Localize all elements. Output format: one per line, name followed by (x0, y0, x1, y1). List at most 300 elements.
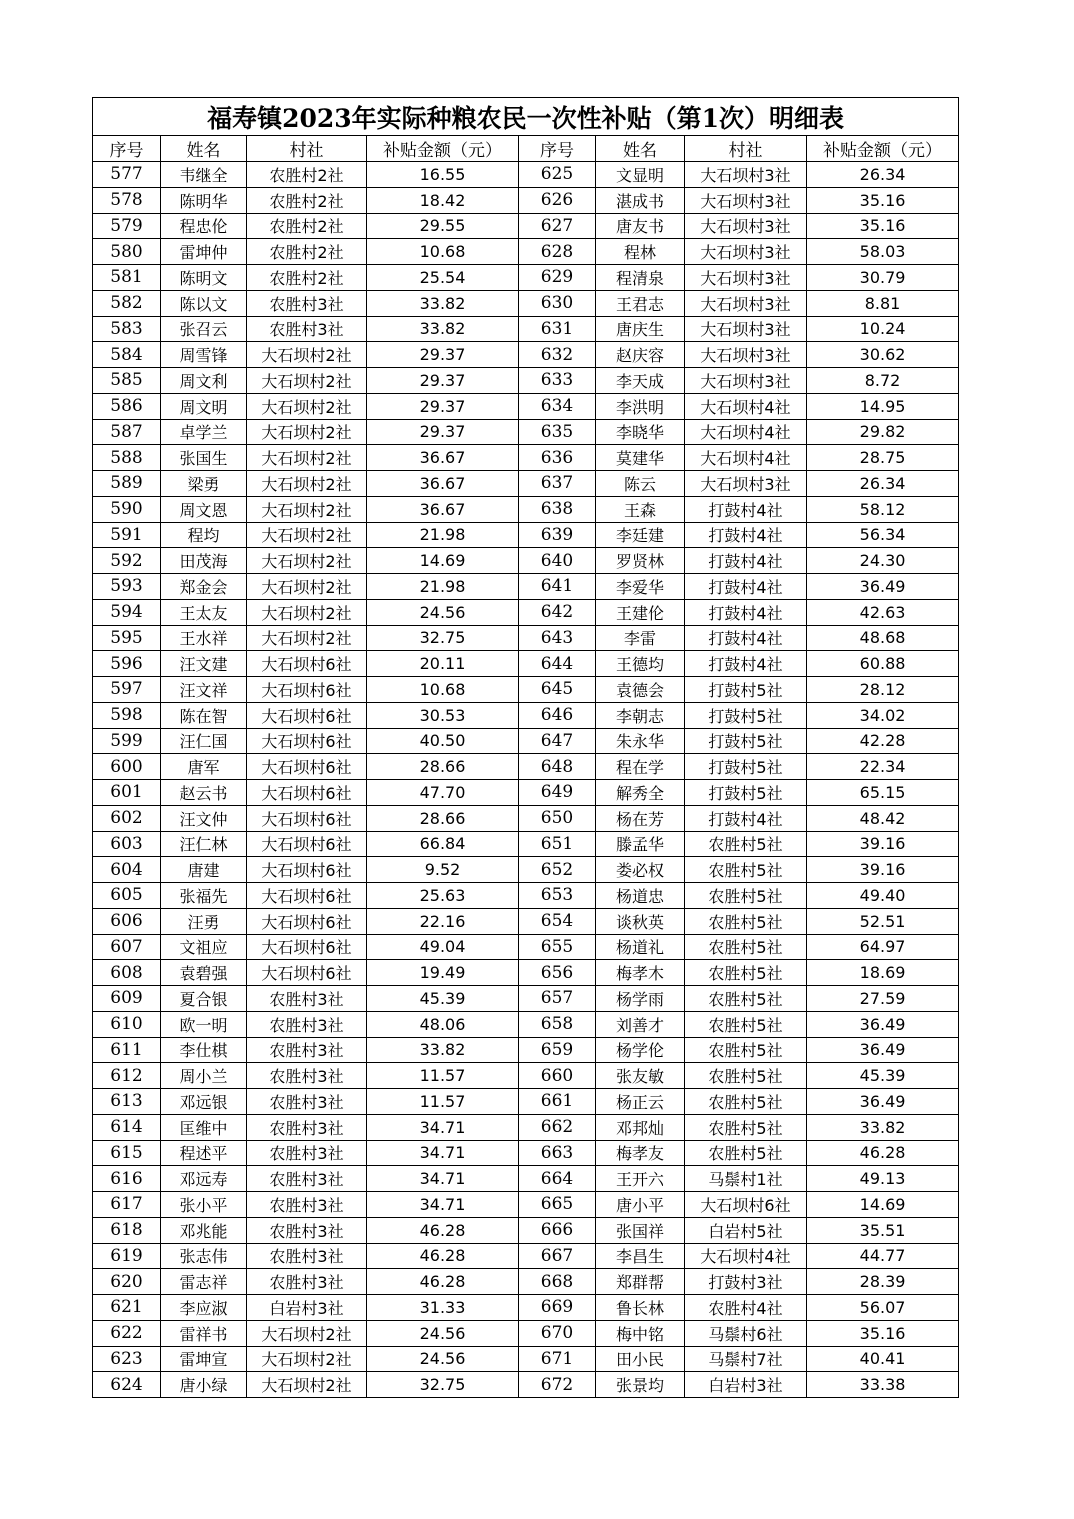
cell-amount-left: 10.68 (367, 239, 519, 265)
cell-seq-right: 668 (519, 1269, 596, 1295)
cell-seq-right: 644 (519, 651, 596, 677)
cell-seq-right: 638 (519, 496, 596, 522)
cell-seq-right: 653 (519, 883, 596, 909)
cell-name-left: 李应淑 (161, 1295, 247, 1321)
cell-name-left: 王太友 (161, 599, 247, 625)
cell-seq-left: 588 (93, 445, 161, 471)
page-title: 福寿镇2023年实际种粮农民一次性补贴（第1次）明细表 (93, 98, 959, 136)
header-seq-left: 序号 (93, 136, 161, 162)
cell-seq-right: 671 (519, 1346, 596, 1372)
table-row (93, 419, 959, 445)
cell-village-right: 打鼓村5社 (685, 677, 807, 703)
cell-seq-right: 641 (519, 574, 596, 600)
cell-village-left: 大石坝村2社 (247, 368, 367, 394)
cell-amount-right: 60.88 (807, 651, 959, 677)
cell-name-left: 唐小绿 (161, 1372, 247, 1398)
cell-village-right: 打鼓村4社 (685, 574, 807, 600)
table-row (93, 1063, 959, 1089)
cell-amount-left: 28.66 (367, 805, 519, 831)
cell-name-right: 梅孝木 (596, 960, 685, 986)
cell-village-right: 打鼓村5社 (685, 754, 807, 780)
cell-name-right: 王森 (596, 496, 685, 522)
cell-amount-right: 33.38 (807, 1372, 959, 1398)
header-seq-right: 序号 (519, 136, 596, 162)
cell-amount-left: 21.98 (367, 574, 519, 600)
cell-name-right: 李晓华 (596, 419, 685, 445)
table-row (93, 599, 959, 625)
cell-amount-right: 52.51 (807, 908, 959, 934)
cell-village-left: 大石坝村2社 (247, 574, 367, 600)
cell-seq-left: 591 (93, 522, 161, 548)
cell-village-left: 大石坝村2社 (247, 1346, 367, 1372)
cell-amount-left: 28.66 (367, 754, 519, 780)
cell-name-right: 唐庆生 (596, 316, 685, 342)
table-row (93, 393, 959, 419)
cell-name-left: 汪仁国 (161, 728, 247, 754)
cell-name-left: 汪仁林 (161, 831, 247, 857)
table-row (93, 290, 959, 316)
cell-seq-left: 621 (93, 1295, 161, 1321)
cell-name-left: 雷志祥 (161, 1269, 247, 1295)
cell-amount-right: 49.40 (807, 883, 959, 909)
cell-seq-left: 612 (93, 1063, 161, 1089)
cell-amount-right: 22.34 (807, 754, 959, 780)
cell-village-right: 大石坝村6社 (685, 1192, 807, 1218)
cell-village-left: 农胜村3社 (247, 1114, 367, 1140)
cell-name-left: 张召云 (161, 316, 247, 342)
cell-amount-left: 25.63 (367, 883, 519, 909)
cell-village-left: 大石坝村6社 (247, 883, 367, 909)
cell-name-right: 程清泉 (596, 265, 685, 291)
cell-name-left: 张福先 (161, 883, 247, 909)
cell-name-right: 莫建华 (596, 445, 685, 471)
cell-amount-left: 25.54 (367, 265, 519, 291)
cell-name-right: 王德均 (596, 651, 685, 677)
cell-amount-left: 24.56 (367, 599, 519, 625)
cell-village-right: 白岩村3社 (685, 1372, 807, 1398)
table-row (93, 1192, 959, 1218)
cell-amount-left: 30.53 (367, 702, 519, 728)
cell-amount-left: 11.57 (367, 1063, 519, 1089)
cell-village-right: 大石坝村3社 (685, 213, 807, 239)
cell-seq-left: 622 (93, 1320, 161, 1346)
cell-name-left: 雷坤宣 (161, 1346, 247, 1372)
cell-village-left: 大石坝村6社 (247, 677, 367, 703)
cell-village-right: 打鼓村4社 (685, 625, 807, 651)
cell-seq-left: 580 (93, 239, 161, 265)
cell-amount-right: 14.69 (807, 1192, 959, 1218)
cell-name-right: 张友敏 (596, 1063, 685, 1089)
cell-village-right: 大石坝村3社 (685, 187, 807, 213)
cell-amount-left: 22.16 (367, 908, 519, 934)
cell-seq-right: 654 (519, 908, 596, 934)
cell-amount-right: 45.39 (807, 1063, 959, 1089)
cell-name-right: 朱永华 (596, 728, 685, 754)
cell-amount-right: 30.62 (807, 342, 959, 368)
cell-village-right: 打鼓村4社 (685, 651, 807, 677)
cell-seq-right: 661 (519, 1089, 596, 1115)
cell-village-left: 农胜村3社 (247, 1192, 367, 1218)
cell-amount-right: 42.63 (807, 599, 959, 625)
table-row (93, 1011, 959, 1037)
cell-village-left: 大石坝村2社 (247, 625, 367, 651)
cell-name-left: 郑金会 (161, 574, 247, 600)
cell-seq-right: 648 (519, 754, 596, 780)
table-row (93, 651, 959, 677)
cell-village-right: 打鼓村5社 (685, 780, 807, 806)
cell-amount-right: 35.51 (807, 1217, 959, 1243)
table-row (93, 368, 959, 394)
cell-village-left: 大石坝村2社 (247, 548, 367, 574)
cell-seq-left: 589 (93, 471, 161, 497)
cell-amount-right: 42.28 (807, 728, 959, 754)
cell-seq-left: 623 (93, 1346, 161, 1372)
cell-village-right: 打鼓村4社 (685, 548, 807, 574)
table-row (93, 960, 959, 986)
cell-name-left: 唐建 (161, 857, 247, 883)
cell-seq-left: 583 (93, 316, 161, 342)
cell-name-left: 邓兆能 (161, 1217, 247, 1243)
cell-village-left: 大石坝村2社 (247, 496, 367, 522)
cell-name-left: 张志伟 (161, 1243, 247, 1269)
cell-name-right: 李廷建 (596, 522, 685, 548)
cell-amount-left: 46.28 (367, 1243, 519, 1269)
cell-seq-right: 655 (519, 934, 596, 960)
table-row (93, 522, 959, 548)
cell-amount-left: 46.28 (367, 1217, 519, 1243)
table-row (93, 213, 959, 239)
cell-name-right: 李爱华 (596, 574, 685, 600)
cell-name-left: 陈以文 (161, 290, 247, 316)
cell-amount-right: 46.28 (807, 1140, 959, 1166)
cell-name-left: 周文恩 (161, 496, 247, 522)
cell-name-right: 郑群帮 (596, 1269, 685, 1295)
cell-village-left: 大石坝村6社 (247, 960, 367, 986)
cell-name-left: 程忠伦 (161, 213, 247, 239)
cell-amount-right: 26.34 (807, 471, 959, 497)
table-row (93, 574, 959, 600)
cell-seq-right: 658 (519, 1011, 596, 1037)
table-row (93, 316, 959, 342)
cell-name-left: 汪文建 (161, 651, 247, 677)
cell-seq-right: 625 (519, 162, 596, 188)
cell-seq-right: 629 (519, 265, 596, 291)
cell-seq-left: 581 (93, 265, 161, 291)
cell-name-right: 娄必权 (596, 857, 685, 883)
cell-village-right: 打鼓村4社 (685, 599, 807, 625)
cell-village-right: 农胜村4社 (685, 1295, 807, 1321)
cell-seq-right: 651 (519, 831, 596, 857)
cell-amount-right: 65.15 (807, 780, 959, 806)
cell-village-left: 白岩村3社 (247, 1295, 367, 1321)
table-row (93, 496, 959, 522)
cell-amount-left: 48.06 (367, 1011, 519, 1037)
cell-seq-right: 667 (519, 1243, 596, 1269)
cell-seq-left: 615 (93, 1140, 161, 1166)
cell-amount-left: 21.98 (367, 522, 519, 548)
cell-name-left: 陈明华 (161, 187, 247, 213)
cell-name-right: 梅孝友 (596, 1140, 685, 1166)
cell-village-right: 打鼓村4社 (685, 805, 807, 831)
cell-amount-left: 66.84 (367, 831, 519, 857)
cell-seq-right: 637 (519, 471, 596, 497)
cell-seq-right: 665 (519, 1192, 596, 1218)
cell-village-left: 农胜村3社 (247, 290, 367, 316)
cell-seq-right: 643 (519, 625, 596, 651)
table-row (93, 1320, 959, 1346)
header-name-right: 姓名 (596, 136, 685, 162)
cell-amount-left: 34.71 (367, 1192, 519, 1218)
table-row (93, 857, 959, 883)
table-row (93, 1295, 959, 1321)
table-row (93, 1217, 959, 1243)
cell-amount-left: 32.75 (367, 625, 519, 651)
cell-seq-left: 624 (93, 1372, 161, 1398)
cell-seq-right: 630 (519, 290, 596, 316)
cell-seq-left: 600 (93, 754, 161, 780)
cell-name-left: 汪文仲 (161, 805, 247, 831)
cell-seq-left: 578 (93, 187, 161, 213)
cell-amount-right: 40.41 (807, 1346, 959, 1372)
header-amount-right: 补贴金额（元） (807, 136, 959, 162)
cell-village-left: 大石坝村6社 (247, 728, 367, 754)
cell-seq-left: 586 (93, 393, 161, 419)
cell-name-right: 杨正云 (596, 1089, 685, 1115)
table-row (93, 1089, 959, 1115)
cell-name-right: 张景均 (596, 1372, 685, 1398)
cell-village-right: 大石坝村3社 (685, 368, 807, 394)
cell-village-right: 马鬃村1社 (685, 1166, 807, 1192)
header-row (93, 136, 959, 162)
cell-village-left: 大石坝村6社 (247, 908, 367, 934)
title-row (93, 98, 959, 136)
cell-village-right: 大石坝村3社 (685, 162, 807, 188)
cell-amount-left: 32.75 (367, 1372, 519, 1398)
cell-name-right: 梅中铭 (596, 1320, 685, 1346)
cell-amount-right: 36.49 (807, 574, 959, 600)
cell-village-left: 大石坝村6社 (247, 754, 367, 780)
cell-village-right: 农胜村5社 (685, 1114, 807, 1140)
cell-name-left: 陈在智 (161, 702, 247, 728)
cell-name-left: 周文明 (161, 393, 247, 419)
cell-name-left: 韦继全 (161, 162, 247, 188)
cell-name-left: 卓学兰 (161, 419, 247, 445)
cell-seq-left: 587 (93, 419, 161, 445)
header-name-left: 姓名 (161, 136, 247, 162)
cell-village-left: 农胜村2社 (247, 213, 367, 239)
cell-seq-left: 606 (93, 908, 161, 934)
cell-village-right: 农胜村5社 (685, 1037, 807, 1063)
cell-amount-right: 24.30 (807, 548, 959, 574)
cell-village-left: 大石坝村2社 (247, 599, 367, 625)
cell-amount-right: 56.34 (807, 522, 959, 548)
cell-amount-left: 34.71 (367, 1114, 519, 1140)
cell-seq-right: 662 (519, 1114, 596, 1140)
cell-village-right: 农胜村5社 (685, 1140, 807, 1166)
cell-village-right: 打鼓村4社 (685, 522, 807, 548)
table-row (93, 831, 959, 857)
cell-amount-right: 29.82 (807, 419, 959, 445)
cell-name-left: 欧一明 (161, 1011, 247, 1037)
cell-amount-left: 16.55 (367, 162, 519, 188)
cell-name-left: 田茂海 (161, 548, 247, 574)
cell-name-right: 邓邦灿 (596, 1114, 685, 1140)
cell-amount-right: 39.16 (807, 857, 959, 883)
cell-seq-right: 632 (519, 342, 596, 368)
cell-village-right: 农胜村5社 (685, 1063, 807, 1089)
cell-amount-left: 49.04 (367, 934, 519, 960)
cell-name-left: 夏合银 (161, 986, 247, 1012)
table-row (93, 187, 959, 213)
cell-amount-left: 33.82 (367, 1037, 519, 1063)
cell-name-left: 程述平 (161, 1140, 247, 1166)
cell-amount-left: 33.82 (367, 290, 519, 316)
cell-amount-left: 34.71 (367, 1166, 519, 1192)
cell-village-right: 打鼓村5社 (685, 728, 807, 754)
cell-seq-left: 592 (93, 548, 161, 574)
cell-village-right: 农胜村5社 (685, 883, 807, 909)
cell-amount-left: 36.67 (367, 445, 519, 471)
cell-seq-left: 590 (93, 496, 161, 522)
cell-name-right: 杨道忠 (596, 883, 685, 909)
cell-seq-right: 642 (519, 599, 596, 625)
cell-name-right: 唐小平 (596, 1192, 685, 1218)
cell-amount-right: 30.79 (807, 265, 959, 291)
table-row (93, 1114, 959, 1140)
cell-village-right: 打鼓村3社 (685, 1269, 807, 1295)
cell-seq-left: 598 (93, 702, 161, 728)
cell-village-left: 大石坝村2社 (247, 445, 367, 471)
cell-amount-right: 14.95 (807, 393, 959, 419)
cell-village-left: 农胜村3社 (247, 1217, 367, 1243)
cell-amount-right: 48.68 (807, 625, 959, 651)
cell-seq-left: 607 (93, 934, 161, 960)
cell-name-left: 程均 (161, 522, 247, 548)
cell-amount-left: 9.52 (367, 857, 519, 883)
cell-amount-right: 10.24 (807, 316, 959, 342)
cell-name-left: 陈明文 (161, 265, 247, 291)
cell-village-left: 农胜村3社 (247, 1166, 367, 1192)
cell-amount-left: 20.11 (367, 651, 519, 677)
cell-village-left: 大石坝村2社 (247, 522, 367, 548)
cell-amount-left: 24.56 (367, 1346, 519, 1372)
cell-name-left: 周雪锋 (161, 342, 247, 368)
cell-seq-left: 608 (93, 960, 161, 986)
table-row (93, 1372, 959, 1398)
cell-seq-right: 663 (519, 1140, 596, 1166)
cell-seq-left: 610 (93, 1011, 161, 1037)
cell-name-right: 唐友书 (596, 213, 685, 239)
cell-village-left: 大石坝村6社 (247, 831, 367, 857)
cell-village-left: 大石坝村6社 (247, 702, 367, 728)
cell-name-right: 田小民 (596, 1346, 685, 1372)
cell-seq-right: 633 (519, 368, 596, 394)
cell-seq-right: 627 (519, 213, 596, 239)
cell-amount-right: 35.16 (807, 1320, 959, 1346)
cell-village-left: 农胜村3社 (247, 316, 367, 342)
cell-seq-right: 672 (519, 1372, 596, 1398)
cell-name-left: 袁碧强 (161, 960, 247, 986)
cell-amount-right: 36.49 (807, 1037, 959, 1063)
cell-amount-right: 44.77 (807, 1243, 959, 1269)
cell-name-left: 梁勇 (161, 471, 247, 497)
cell-amount-left: 29.37 (367, 419, 519, 445)
cell-seq-right: 635 (519, 419, 596, 445)
cell-amount-right: 27.59 (807, 986, 959, 1012)
cell-seq-left: 584 (93, 342, 161, 368)
cell-amount-left: 36.67 (367, 471, 519, 497)
cell-seq-right: 670 (519, 1320, 596, 1346)
cell-amount-right: 33.82 (807, 1114, 959, 1140)
cell-seq-right: 634 (519, 393, 596, 419)
cell-village-right: 农胜村5社 (685, 986, 807, 1012)
cell-amount-left: 46.28 (367, 1269, 519, 1295)
cell-amount-right: 35.16 (807, 213, 959, 239)
cell-village-left: 农胜村2社 (247, 239, 367, 265)
cell-name-right: 张国祥 (596, 1217, 685, 1243)
table-row (93, 1346, 959, 1372)
cell-amount-left: 29.37 (367, 393, 519, 419)
cell-name-right: 文显明 (596, 162, 685, 188)
cell-village-right: 农胜村5社 (685, 857, 807, 883)
table-row (93, 1269, 959, 1295)
table-row (93, 883, 959, 909)
cell-seq-right: 656 (519, 960, 596, 986)
cell-name-left: 匡维中 (161, 1114, 247, 1140)
cell-village-left: 农胜村2社 (247, 187, 367, 213)
cell-village-left: 农胜村3社 (247, 1037, 367, 1063)
cell-seq-right: 659 (519, 1037, 596, 1063)
cell-name-left: 张小平 (161, 1192, 247, 1218)
cell-village-right: 大石坝村3社 (685, 265, 807, 291)
cell-name-right: 李朝志 (596, 702, 685, 728)
cell-name-left: 唐军 (161, 754, 247, 780)
cell-name-right: 湛成书 (596, 187, 685, 213)
cell-amount-right: 18.69 (807, 960, 959, 986)
cell-seq-left: 577 (93, 162, 161, 188)
header-village-right: 村社 (685, 136, 807, 162)
cell-village-left: 农胜村2社 (247, 162, 367, 188)
table-row (93, 239, 959, 265)
cell-village-right: 农胜村5社 (685, 960, 807, 986)
cell-amount-left: 19.49 (367, 960, 519, 986)
cell-seq-right: 639 (519, 522, 596, 548)
table-row (93, 471, 959, 497)
cell-amount-right: 28.75 (807, 445, 959, 471)
cell-amount-left: 10.68 (367, 677, 519, 703)
cell-village-right: 马鬃村6社 (685, 1320, 807, 1346)
cell-amount-left: 18.42 (367, 187, 519, 213)
cell-village-left: 农胜村3社 (247, 1140, 367, 1166)
cell-name-right: 刘善才 (596, 1011, 685, 1037)
table-row (93, 702, 959, 728)
cell-village-right: 马鬃村7社 (685, 1346, 807, 1372)
cell-name-right: 李昌生 (596, 1243, 685, 1269)
header-village-left: 村社 (247, 136, 367, 162)
cell-seq-left: 579 (93, 213, 161, 239)
cell-village-left: 大石坝村2社 (247, 342, 367, 368)
cell-seq-right: 626 (519, 187, 596, 213)
cell-seq-right: 646 (519, 702, 596, 728)
cell-name-left: 雷祥书 (161, 1320, 247, 1346)
cell-name-right: 杨在芳 (596, 805, 685, 831)
cell-name-left: 汪文祥 (161, 677, 247, 703)
cell-village-left: 大石坝村6社 (247, 780, 367, 806)
table-row (93, 445, 959, 471)
cell-amount-right: 36.49 (807, 1011, 959, 1037)
cell-village-left: 大石坝村6社 (247, 934, 367, 960)
table-row (93, 265, 959, 291)
